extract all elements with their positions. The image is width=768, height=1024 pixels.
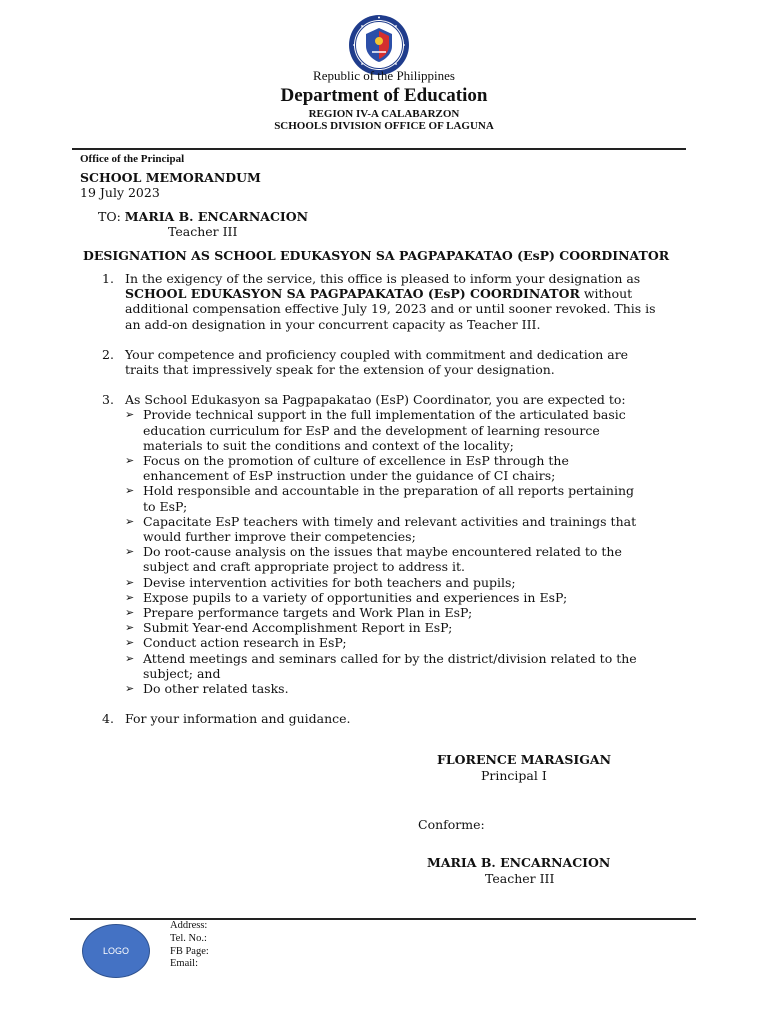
footer-email: Email: — [170, 958, 198, 970]
footer-fb: FB Page: — [170, 945, 209, 957]
region-line: REGION IV-A CALABARZON — [308, 108, 460, 120]
arrow-bullet-icon: ➢ — [125, 606, 135, 620]
task-item — [125, 590, 703, 605]
list-item: 4. For your information and guidance. — [102, 711, 351, 727]
task-item — [125, 651, 703, 681]
task-item — [125, 483, 703, 513]
office-label: Office of the Principal — [80, 153, 185, 165]
signatory-name: FLORENCE MARASIGAN — [437, 752, 612, 767]
republic-line: Republic of the Philippines — [313, 68, 455, 83]
arrow-bullet-icon: ➢ — [125, 682, 135, 696]
task-item — [125, 681, 703, 696]
conforme-position: Teacher III — [485, 871, 555, 886]
task-item — [125, 407, 703, 453]
task-text-line: subject; and — [143, 665, 221, 681]
conforme-name: MARIA B. ENCARNACION — [427, 855, 611, 870]
school-logo-placeholder: LOGO — [82, 924, 150, 978]
task-text-line: Focus on the promotion of culture of excellence in EsP through the — [143, 453, 569, 469]
task-text-line: education curriculum for EsP and the development of learning resource — [143, 422, 600, 438]
task-text-line: Conduct action research in EsP; — [143, 635, 347, 651]
footer-tel: Tel. No.: — [170, 932, 207, 944]
recipient-name: MARIA B. ENCARNACION — [124, 209, 309, 224]
header-divider — [72, 148, 686, 150]
task-text-line: materials to suit the conditions and context of the locality; — [143, 437, 514, 453]
task-list — [125, 407, 703, 696]
conforme-label: Conforme: — [418, 817, 485, 832]
task-text-line: Do other related tasks. — [143, 681, 289, 697]
arrow-bullet-icon: ➢ — [125, 575, 135, 589]
task-text-line: to EsP; — [143, 498, 188, 514]
task-text-line: Prepare performance targets and Work Plan in EsP; — [143, 605, 473, 621]
task-item — [125, 575, 703, 590]
list-item: 3. As School Edukasyon sa Pagpapakatao (EsP) Coordinator, you are expected to: ➢ Provide technical support in the full implementation of the articulated basic education curriculum for EsP and the development of learning resource materials to suit the conditions and context of the locality; ➢ Focus on the promotion of culture of excellence in EsP through the enhancement of EsP instruction under the guidance of CI chairs; ➢ Hold responsible and accountable in the preparation of all reports pertaining to EsP; ➢ Capacitate EsP teachers with timely and relevant activities and trainings that would further improve their competencies; ➢ Do root-cause analysis on the issues that maybe encountered related to the subject and craft appropriate project to address it. ➢ Devise intervention activities for both teachers and pupils; ➢ Expose pupils to a variety of opportunities and experiences in EsP; ➢ Prepare performance targets and Work Plan in EsP; ➢ Submit Year-end Accomplishment Report in EsP; ➢ Conduct action research in EsP; ➢ Attend meetings and seminars called for by the district/division related to the subject; and ➢ Do other related tasks. — [83, 392, 703, 696]
list-item: 1. In the exigency of the service, this office is pleased to inform your designation as SCHOOL EDUKASYON SA PAGPAPAKATAO (EsP) COORDINATOR without additional compensation effective July 19, 2023 and or until sooner revoked. This is an add-on designation in your concurrent capacity as Teacher III. — [102, 271, 656, 332]
arrow-bullet-icon: ➢ — [125, 454, 135, 468]
arrow-bullet-icon: ➢ — [125, 590, 135, 604]
task-item — [125, 605, 703, 620]
to-label: TO: — [98, 209, 121, 224]
arrow-bullet-icon: ➢ — [125, 545, 135, 559]
recipient-line — [98, 209, 308, 224]
task-text-line: Do root-cause analysis on the issues that maybe encountered related to the — [143, 544, 622, 560]
arrow-bullet-icon: ➢ — [125, 651, 135, 665]
task-text-line: Devise intervention activities for both teachers and pupils; — [143, 574, 516, 590]
arrow-bullet-icon: ➢ — [125, 484, 135, 498]
arrow-bullet-icon: ➢ — [125, 514, 135, 528]
task-text-line: Submit Year-end Accomplishment Report in EsP; — [143, 620, 453, 636]
task-item — [125, 620, 703, 635]
arrow-bullet-icon: ➢ — [125, 636, 135, 650]
task-item — [125, 544, 703, 574]
signatory-position: Principal I — [481, 768, 547, 783]
task-text-line: Attend meetings and seminars called for by the district/division related to the — [143, 650, 637, 666]
task-item — [125, 635, 703, 650]
footer-contact-info — [170, 920, 209, 971]
memo-date: 19 July 2023 — [80, 185, 160, 200]
arrow-bullet-icon: ➢ — [125, 621, 135, 635]
memo-type: SCHOOL MEMORANDUM — [80, 170, 261, 185]
footer-address: Address: — [170, 920, 208, 931]
arrow-bullet-icon: ➢ — [125, 408, 135, 422]
memo-body-list — [83, 271, 703, 726]
deped-seal-icon — [348, 14, 410, 76]
list-item: 2. Your competence and proficiency coupled with commitment and dedication are traits that impressively speak for the extension of your designation. — [102, 346, 629, 378]
department-title: Department of Education — [280, 85, 488, 106]
task-text-line: Expose pupils to a variety of opportunities and experiences in EsP; — [143, 589, 568, 605]
task-item — [125, 453, 703, 483]
memo-subject: DESIGNATION AS SCHOOL EDUKASYON SA PAGPAPAKATAO (EsP) COORDINATOR — [83, 248, 670, 263]
task-item — [125, 514, 703, 544]
task-text-line: Capacitate EsP teachers with timely and relevant activities and trainings that — [143, 513, 637, 529]
task-text-line: enhancement of EsP instruction under the guidance of CI chairs; — [143, 468, 556, 484]
task-text-line: Hold responsible and accountable in the preparation of all reports pertaining — [143, 483, 635, 499]
task-text-line: would further improve their competencies; — [143, 529, 416, 545]
footer-divider — [70, 918, 696, 920]
recipient-position: Teacher III — [168, 224, 238, 239]
division-line: SCHOOLS DIVISION OFFICE OF LAGUNA — [274, 120, 494, 132]
task-text-line: Provide technical support in the full implementation of the articulated basic — [143, 407, 626, 423]
task-text-line: subject and craft appropriate project to address it. — [143, 559, 465, 575]
